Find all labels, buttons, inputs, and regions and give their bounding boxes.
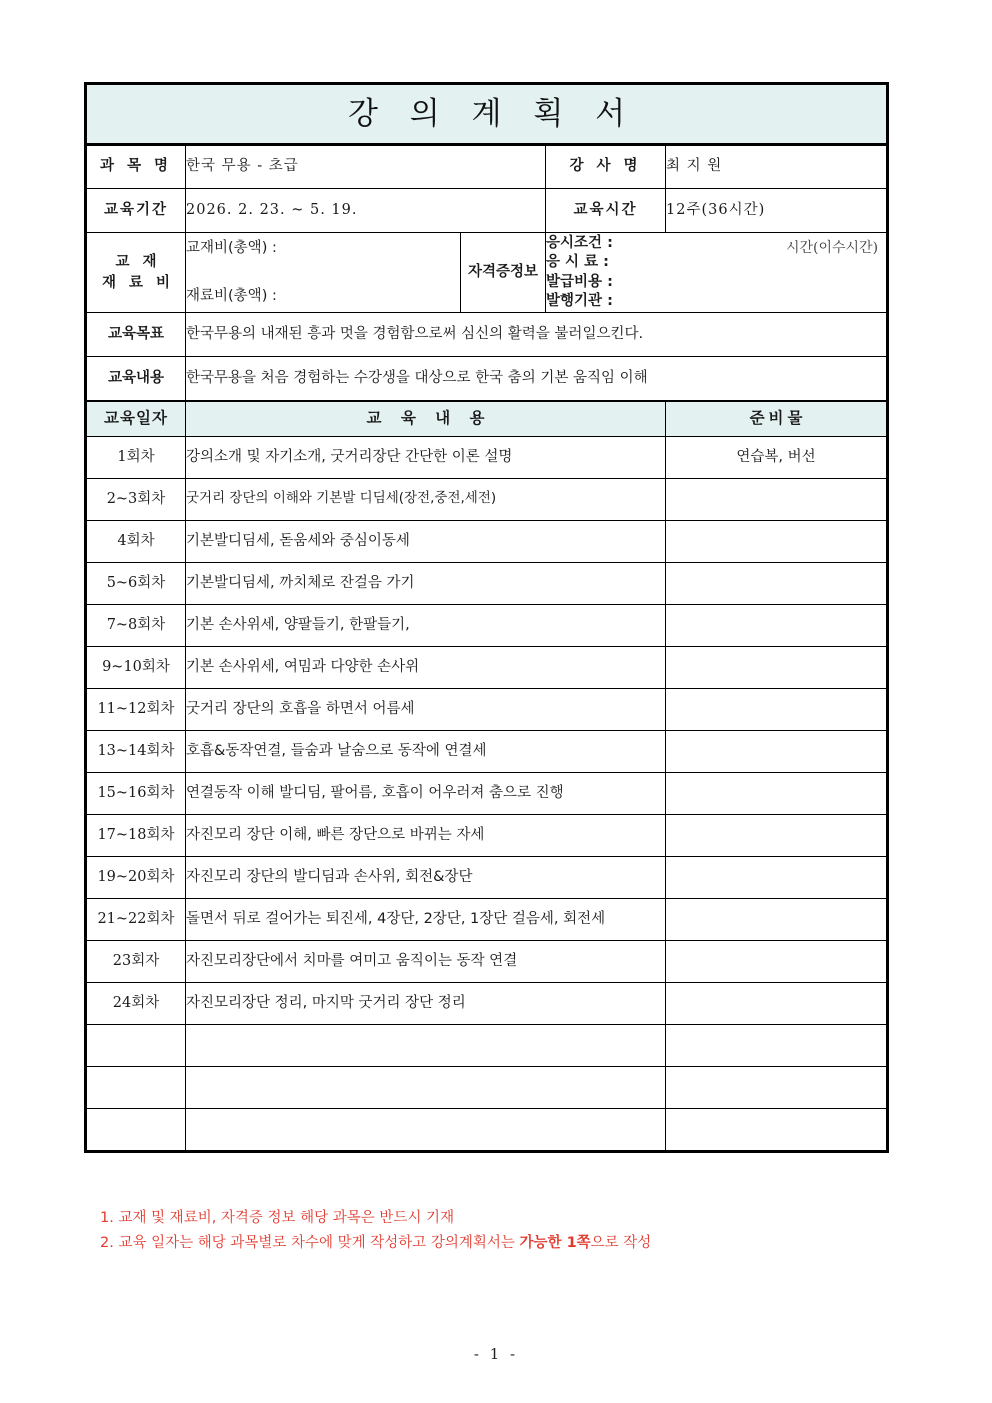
hours-label: 교육시간 [546, 189, 666, 233]
syllabus-table [84, 82, 889, 1153]
fees-label [86, 233, 186, 313]
schedule-prep-cell[interactable] [666, 604, 888, 646]
schedule-prep-cell[interactable] [666, 772, 888, 814]
period-label: 교육기간 [86, 189, 186, 233]
table-row [86, 982, 888, 1024]
schedule-date-cell[interactable]: 19~20회차 [86, 856, 186, 898]
schedule-content-cell[interactable]: 기본 손사위세, 여밈과 다양한 손사위 [186, 646, 666, 688]
schedule-header-row [86, 401, 888, 437]
schedule-date-cell[interactable] [86, 1108, 186, 1151]
schedule-date-cell[interactable] [86, 1066, 186, 1108]
schedule-content-cell[interactable]: 연결동작 이해 발디딤, 팔어름, 호흡이 어우러져 춤으로 진행 [186, 772, 666, 814]
page-number: - 1 - [473, 1345, 519, 1363]
subject-row [86, 145, 888, 189]
schedule-prep-cell[interactable] [666, 646, 888, 688]
schedule-prep-cell[interactable] [666, 1024, 888, 1066]
schedule-prep-cell[interactable] [666, 1108, 888, 1151]
table-row [86, 1024, 888, 1066]
content-row [86, 357, 888, 401]
schedule-prep-cell[interactable] [666, 730, 888, 772]
schedule-prep-cell[interactable] [666, 1066, 888, 1108]
schedule-date-cell[interactable]: 21~22회차 [86, 898, 186, 940]
subject-label: 과 목 명 [86, 145, 186, 189]
exam-fee-field[interactable]: 응 시 료 : [546, 254, 609, 271]
schedule-content-cell[interactable]: 자진모리 장단 이해, 빠른 장단으로 바뀌는 자세 [186, 814, 666, 856]
schedule-date-cell[interactable]: 9~10회차 [86, 646, 186, 688]
note-item-2 [100, 1231, 651, 1256]
schedule-date-cell[interactable]: 7~8회차 [86, 604, 186, 646]
schedule-content-cell[interactable]: 굿거리 장단의 호흡을 하면서 어름세 [186, 688, 666, 730]
schedule-prep-cell[interactable] [666, 814, 888, 856]
schedule-content-cell[interactable]: 돌면서 뒤로 걸어가는 퇴진세, 4장단, 2장단, 1장단 걸음세, 회전세 [186, 898, 666, 940]
schedule-content-cell[interactable] [186, 1108, 666, 1151]
note-item-1: 1. 교재 및 재료비, 자격증 정보 해당 과목은 반드시 기재 [100, 1210, 455, 1226]
schedule-date-cell[interactable]: 15~16회차 [86, 772, 186, 814]
schedule-prep-cell[interactable] [666, 562, 888, 604]
fees-label-line2: 재 료 비 [101, 274, 175, 291]
schedule-prep-cell[interactable] [666, 856, 888, 898]
schedule-content-cell[interactable] [186, 1066, 666, 1108]
certification-label: 자격증정보 [461, 233, 546, 313]
table-row [86, 688, 888, 730]
fees-label-line1: 교 재 [115, 253, 161, 270]
fees-certification-row [86, 233, 888, 313]
schedule-date-cell[interactable]: 24회차 [86, 982, 186, 1024]
table-row [86, 646, 888, 688]
schedule-date-cell[interactable]: 17~18회차 [86, 814, 186, 856]
table-row [86, 1066, 888, 1108]
schedule-content-cell[interactable]: 굿거리 장단의 이해와 기본발 디딤세(장전,중전,세전) [186, 478, 666, 520]
issue-cost-field[interactable]: 발급비용 : [546, 273, 613, 290]
schedule-date-cell[interactable]: 4회차 [86, 520, 186, 562]
schedule-date-cell[interactable]: 1회차 [86, 436, 186, 478]
schedule-prep-cell[interactable] [666, 940, 888, 982]
table-row [86, 856, 888, 898]
note-2-tail: 으로 작성 [590, 1235, 652, 1252]
instructor-value[interactable]: 최 지 원 [666, 145, 888, 189]
table-row [86, 520, 888, 562]
title-row [86, 84, 888, 145]
certification-value-cell [546, 233, 888, 313]
objective-label: 교육목표 [86, 313, 186, 357]
textbook-fee-field[interactable]: 교재비(총액) : [186, 240, 277, 256]
period-row [86, 189, 888, 233]
note-2-emphasis: 가능한 1쪽 [519, 1235, 591, 1252]
schedule-content-cell[interactable] [186, 1024, 666, 1066]
exam-condition-hours: 시간(이수시간) [785, 240, 879, 256]
fees-value-cell [186, 233, 461, 313]
schedule-content-cell[interactable]: 호흡&동작연결, 들숨과 날숨으로 동작에 연결세 [186, 730, 666, 772]
schedule-content-cell[interactable]: 자진모리장단에서 치마를 여미고 움직이는 동작 연결 [186, 940, 666, 982]
schedule-date-cell[interactable]: 2~3회차 [86, 478, 186, 520]
schedule-date-cell[interactable] [86, 1024, 186, 1066]
schedule-col-content: 교 육 내 용 [186, 401, 666, 437]
table-row [86, 478, 888, 520]
schedule-prep-cell[interactable] [666, 982, 888, 1024]
hours-value[interactable]: 12주(36시간) [666, 189, 888, 233]
content-label: 교육내용 [86, 357, 186, 401]
schedule-date-cell[interactable]: 11~12회차 [86, 688, 186, 730]
schedule-prep-cell[interactable]: 연습복, 버선 [666, 436, 888, 478]
table-row [86, 898, 888, 940]
table-row [86, 604, 888, 646]
subject-value[interactable]: 한국 무용 - 초급 [186, 145, 546, 189]
schedule-prep-cell[interactable] [666, 478, 888, 520]
period-value[interactable]: 2026. 2. 23. ~ 5. 19. [186, 189, 546, 233]
schedule-content-cell[interactable]: 자진모리 장단의 발디딤과 손사위, 회전&장단 [186, 856, 666, 898]
exam-condition-field[interactable]: 응시조건 : [546, 235, 613, 252]
issuer-field[interactable]: 발행기관 : [546, 292, 613, 309]
footer-notes [100, 1206, 651, 1257]
schedule-col-prep: 준비물 [666, 401, 888, 437]
note-2-text: 2. 교육 일자는 해당 과목별로 차수에 맞게 작성하고 강의계획서는 [100, 1235, 520, 1252]
table-row [86, 730, 888, 772]
document-title-cell [86, 84, 888, 145]
table-row [86, 1108, 888, 1151]
schedule-content-cell[interactable]: 자진모리장단 정리, 마지막 굿거리 장단 정리 [186, 982, 666, 1024]
table-row [86, 814, 888, 856]
schedule-content-cell[interactable]: 강의소개 및 자기소개, 굿거리장단 간단한 이론 설명 [186, 436, 666, 478]
schedule-date-cell[interactable]: 5~6회차 [86, 562, 186, 604]
schedule-date-cell[interactable]: 23회자 [86, 940, 186, 982]
schedule-content-cell[interactable]: 기본발디딤세, 까치체로 잔걸음 가기 [186, 562, 666, 604]
table-row [86, 772, 888, 814]
schedule-prep-cell[interactable] [666, 688, 888, 730]
content-value[interactable]: 한국무용을 처음 경험하는 수강생을 대상으로 한국 춤의 기본 움직임 이해 [186, 357, 888, 401]
schedule-prep-cell[interactable] [666, 898, 888, 940]
table-row [86, 562, 888, 604]
schedule-content-cell[interactable]: 기본 손사위세, 양팔들기, 한팔들기, [186, 604, 666, 646]
schedule-col-date: 교육일자 [86, 401, 186, 437]
schedule-content-cell[interactable]: 기본발디딤세, 돋움세와 중심이동세 [186, 520, 666, 562]
table-row [86, 940, 888, 982]
schedule-prep-cell[interactable] [666, 520, 888, 562]
instructor-label: 강 사 명 [546, 145, 666, 189]
table-row [86, 436, 888, 478]
material-fee-field[interactable]: 재료비(총액) : [186, 288, 277, 305]
objective-row [86, 313, 888, 357]
schedule-date-cell[interactable]: 13~14회차 [86, 730, 186, 772]
page-title: 강 의 계 획 서 [347, 95, 637, 132]
objective-value[interactable]: 한국무용의 내재된 흥과 멋을 경험함으로써 심신의 활력을 불러일으킨다. [186, 313, 888, 357]
